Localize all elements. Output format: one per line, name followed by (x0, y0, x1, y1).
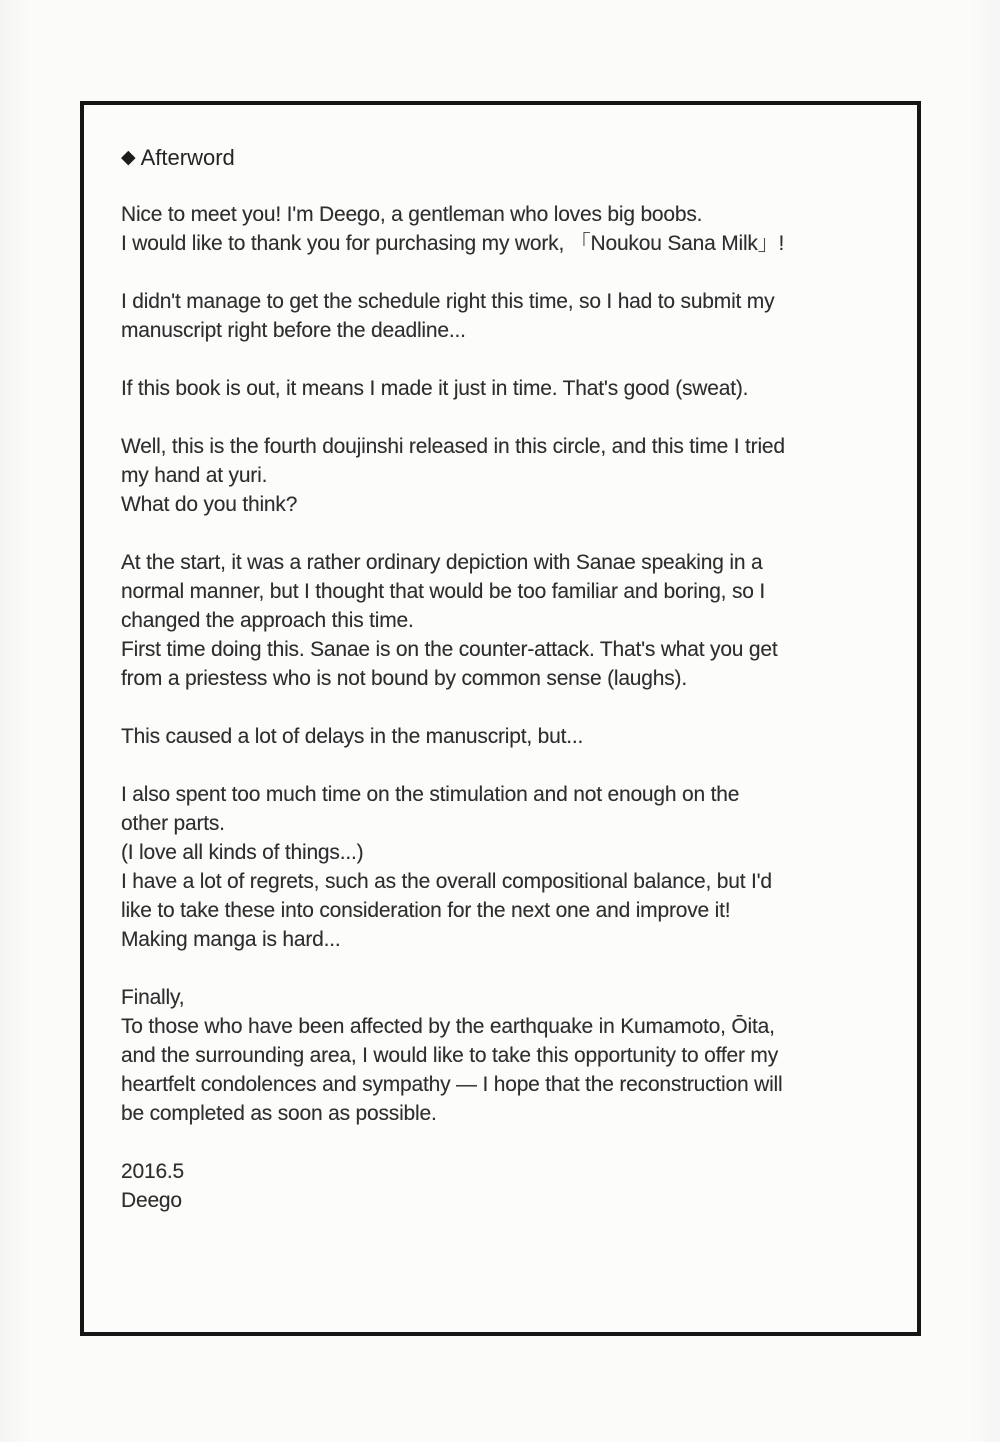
text-line: manuscript right before the deadline... (121, 319, 466, 342)
text-line: and the surrounding area, I would like to take this opportunity to offer my (121, 1044, 779, 1067)
date-line: 2016.5 (121, 1160, 185, 1183)
text-line: heartfelt condolences and sympathy — I hope that the reconstruction will (121, 1073, 783, 1096)
paragraph-earthquake (121, 983, 887, 1128)
afterword-heading-label: Afterword (140, 145, 235, 170)
paragraph-regrets (121, 780, 887, 954)
text-line: (I love all kinds of things...) (121, 841, 364, 864)
paragraph-schedule (121, 287, 887, 345)
text-line: other parts. (121, 812, 225, 835)
text-line: What do you think? (121, 493, 298, 516)
signature-line: Deego (121, 1189, 182, 1212)
text-line: To those who have been affected by the earthquake in Kumamoto, Ōita, (121, 1015, 775, 1038)
text-line: First time doing this. Sanae is on the counter-attack. That's what you get (121, 638, 778, 661)
text-line: I also spent too much time on the stimulation and not enough on the (121, 783, 740, 806)
paragraph-approach (121, 548, 887, 693)
text-line: my hand at yuri. (121, 464, 268, 487)
text-line: from a priestess who is not bound by common sense (laughs). (121, 667, 687, 690)
text-line: like to take these into consideration for the next one and improve it! (121, 899, 731, 922)
signature-block (121, 1157, 887, 1215)
text-line: changed the approach this time. (121, 609, 414, 632)
paragraph-greeting (121, 200, 887, 258)
text-line: Nice to meet you! I'm Deego, a gentleman who loves big boobs. (121, 203, 703, 226)
text-line: I have a lot of regrets, such as the overall compositional balance, but I'd (121, 870, 772, 893)
afterword-page-frame (80, 101, 921, 1336)
text-line: I didn't manage to get the schedule right this time, so I had to submit my (121, 290, 775, 313)
paragraph-fourth-doujinshi (121, 432, 887, 519)
text-line: This caused a lot of delays in the manuscript, but... (121, 725, 584, 748)
paragraph-delays (121, 722, 887, 751)
text-line: be completed as soon as possible. (121, 1102, 437, 1125)
afterword-heading (121, 143, 887, 172)
text-line: normal manner, but I thought that would be too familiar and boring, so I (121, 580, 765, 603)
text-line: At the start, it was a rather ordinary depiction with Sanae speaking in a (121, 551, 763, 574)
text-line: Finally, (121, 986, 185, 1009)
diamond-icon: ◆ (121, 147, 136, 168)
afterword-content (84, 105, 917, 1215)
text-line: Well, this is the fourth doujinshi released in this circle, and this time I tried (121, 435, 785, 458)
text-line: I would like to thank you for purchasing my work, 「Noukou Sana Milk」! (121, 232, 785, 255)
text-line: If this book is out, it means I made it just in time. That's good (sweat). (121, 377, 749, 400)
paragraph-just-in-time (121, 374, 887, 403)
text-line: Making manga is hard... (121, 928, 341, 951)
